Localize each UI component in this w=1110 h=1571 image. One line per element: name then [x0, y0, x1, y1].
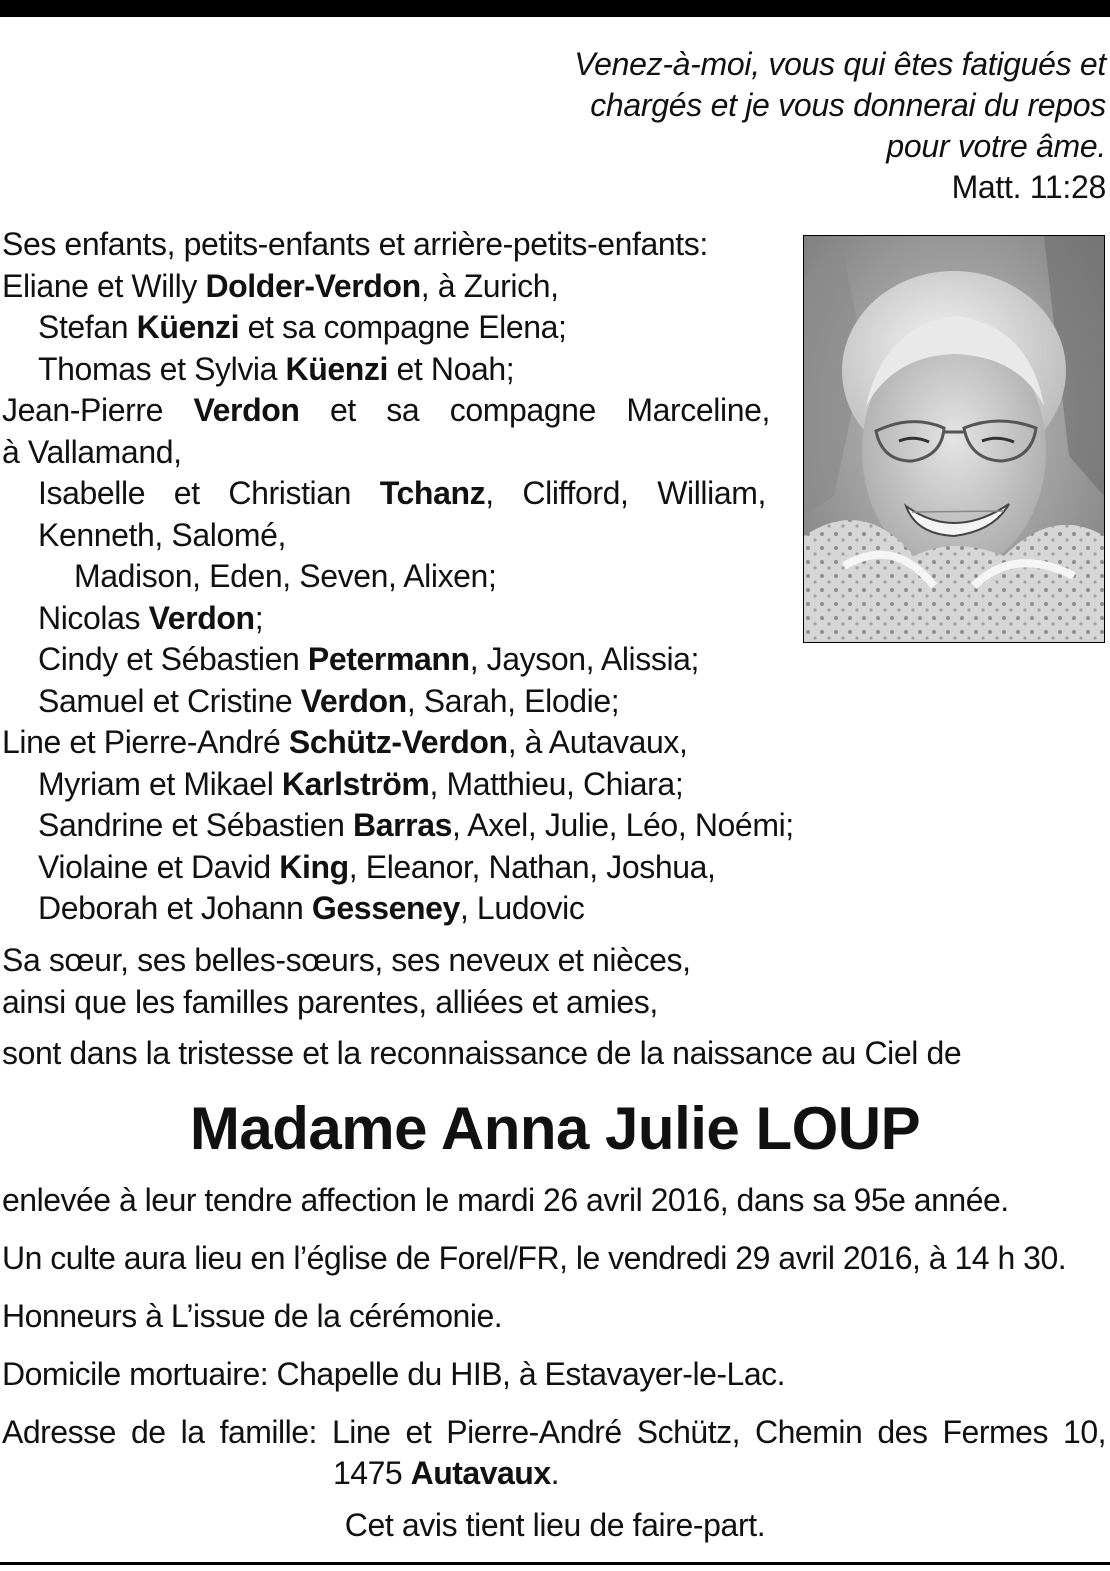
family-line — [2, 349, 802, 391]
family-text: Line et Pierre-André — [2, 724, 289, 760]
family-text: Thomas et Sylvia — [38, 350, 286, 387]
family-text: et sa compagne Elena; — [239, 309, 567, 345]
honours-details: Honneurs à L’issue de la cérémonie. — [2, 1298, 503, 1334]
family-line — [2, 847, 802, 889]
family-surname: Verdon — [193, 392, 300, 428]
family-line — [2, 266, 802, 308]
address-end: . — [550, 1455, 560, 1491]
verse-reference: Matt. 11:28 — [951, 169, 1106, 205]
address-town: Autavaux — [410, 1455, 551, 1491]
family-surname: Karlström — [281, 765, 430, 802]
family-surname: Dolder-Verdon — [205, 267, 421, 304]
bottom-rule — [0, 1562, 1110, 1565]
address-postcode: 1475 — [333, 1455, 411, 1491]
family-text: Samuel et Cristine — [38, 682, 301, 719]
family-surname: Verdon — [148, 599, 255, 636]
top-rule — [0, 0, 1110, 17]
family-surname: Verdon — [300, 682, 407, 719]
portrait-photo — [803, 235, 1105, 643]
family-text: , Ludovic — [459, 890, 585, 926]
family-text: ; — [254, 599, 264, 636]
family-surname: King — [279, 848, 349, 885]
family-line — [2, 888, 802, 930]
family-line — [2, 681, 802, 723]
verse-line: pour votre âme. — [886, 128, 1106, 164]
family-text: Violaine et David — [38, 848, 280, 885]
family-text: Isabelle et Christian — [38, 475, 380, 511]
mortuary-details: Domicile mortuaire: Chapelle du HIB, à Estavayer-le-Lac. — [2, 1356, 785, 1392]
family-surname: Schütz-Verdon — [288, 724, 508, 760]
family-text: Stefan — [38, 309, 137, 345]
family-line — [2, 764, 802, 806]
family-text: Jean-Pierre — [2, 392, 194, 428]
family-surname: Küenzi — [285, 350, 389, 387]
family-surname: Petermann — [307, 641, 470, 677]
family-text: , Axel, Julie, Léo, Noémi; — [452, 807, 794, 843]
family-text: Nicolas — [38, 599, 149, 636]
family-text: Myriam et Mikael — [38, 765, 282, 802]
verse-line: Venez-à-moi, vous qui êtes fatigués et — [574, 46, 1106, 82]
announcement-text: sont dans la tristesse et la reconnaissance de la naissance au Ciel de — [2, 1035, 962, 1071]
relatives-line: Sa sœur, ses belles-sœurs, ses neveux et nièces, — [2, 942, 691, 978]
family-text: , Sarah, Elodie; — [406, 682, 620, 719]
family-line — [2, 307, 802, 349]
bible-verse — [506, 44, 1106, 208]
family-list — [2, 224, 802, 930]
family-line: à Vallamand, — [2, 433, 182, 470]
family-line: Madison, Eden, Seven, Alixen; — [74, 558, 497, 594]
family-address-town — [2, 1453, 1108, 1494]
family-address: Adresse de la famille: Line et Pierre-André Schütz, Chemin des Fermes 10, — [2, 1414, 1106, 1450]
family-line: Kenneth, Salomé, — [38, 516, 286, 553]
family-surname: Gesseney — [311, 890, 460, 926]
family-text: , Clifford, William, — [485, 475, 766, 511]
relatives-block — [2, 940, 1102, 1023]
family-text: , à Autavaux, — [507, 724, 688, 760]
family-line — [2, 598, 802, 640]
family-text: Deborah et Johann — [38, 890, 312, 926]
relatives-line: ainsi que les familles parentes, alliées et amies, — [2, 983, 658, 1020]
family-line — [2, 722, 802, 764]
family-line — [2, 473, 766, 515]
portrait-image — [804, 236, 1104, 642]
closing-note: Cet avis tient lieu de faire-part. — [344, 1507, 766, 1543]
death-details: enlevée à leur tendre affection le mardi 26 avril 2016, dans sa 95e année. — [2, 1182, 1009, 1218]
family-intro: Ses enfants, petits-enfants et arrière-petits-enfants: — [2, 226, 708, 262]
details-block — [2, 1180, 1108, 1494]
family-surname: Küenzi — [136, 309, 240, 345]
family-text: , Eleanor, Nathan, Joshua, — [348, 848, 716, 885]
family-surname: Barras — [352, 807, 452, 843]
family-text: Sandrine et Sébastien — [38, 807, 353, 843]
family-line — [2, 639, 802, 681]
family-text: et Noah; — [388, 350, 515, 387]
family-text: , Matthieu, Chiara; — [429, 765, 684, 802]
family-line — [2, 390, 770, 432]
family-text: Eliane et Willy — [2, 267, 206, 304]
deceased-name: Madame Anna Julie LOUP — [189, 1095, 921, 1162]
family-text: , à Zurich, — [420, 267, 559, 304]
service-details: Un culte aura lieu en l’église de Forel/FR, le vendredi 29 avril 2016, à 14 h 30. — [2, 1240, 1067, 1276]
family-line — [2, 805, 802, 847]
family-text: et sa compagne Marceline, — [299, 392, 771, 428]
family-surname: Tchanz — [379, 475, 486, 511]
verse-line: chargés et je vous donnerai du repos — [590, 87, 1106, 123]
family-text: , Jayson, Alissia; — [469, 641, 700, 677]
family-text: Cindy et Sébastien — [38, 641, 308, 677]
